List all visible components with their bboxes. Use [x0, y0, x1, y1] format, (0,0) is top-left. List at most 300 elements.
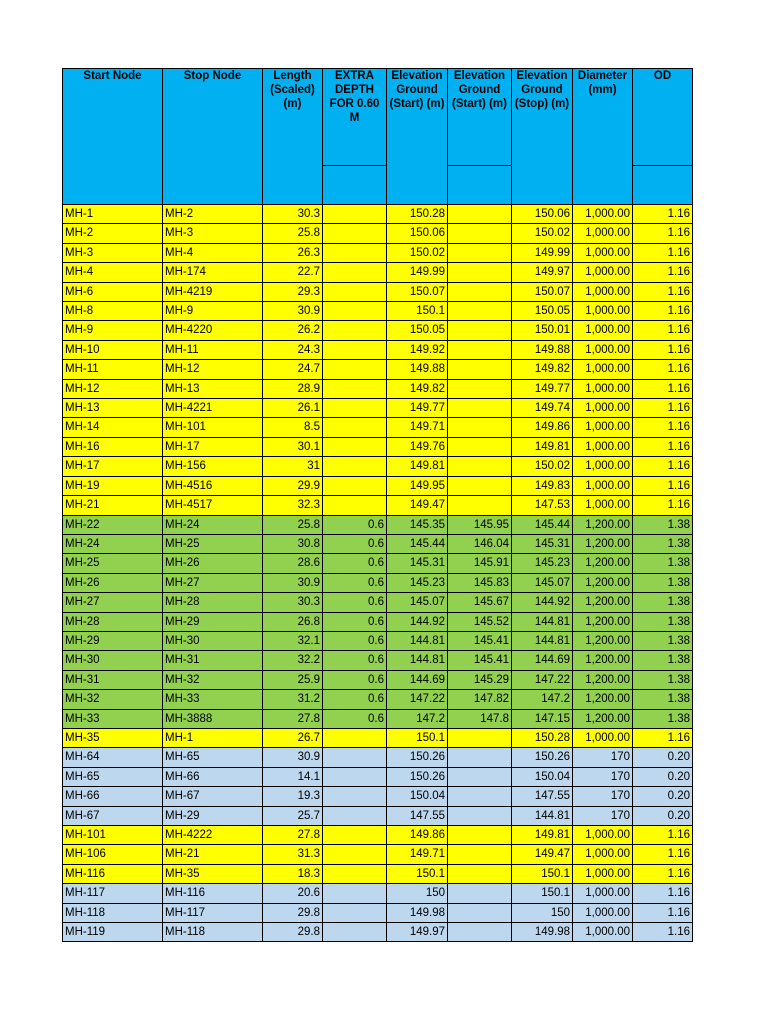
length-cell: 24.3	[263, 340, 323, 359]
od-cell: 1.16	[633, 379, 693, 398]
elevation-stop-cell: 150	[512, 903, 573, 922]
od-cell: 1.16	[633, 457, 693, 476]
stop-node-cell: MH-116	[163, 884, 263, 903]
table-row	[63, 709, 693, 728]
elevation-stop-cell: 147.55	[512, 787, 573, 806]
extra-depth-cell: 0.6	[323, 651, 387, 670]
table-row	[63, 573, 693, 592]
stop-node-cell: MH-30	[163, 631, 263, 650]
extra-depth-cell	[323, 923, 387, 942]
diameter-cell: 1,200.00	[573, 534, 633, 553]
elevation-stop-cell: 150.06	[512, 205, 573, 224]
header-extra-depth: EXTRA DEPTH FOR 0.60 M	[323, 69, 387, 166]
elevation-stop-cell: 145.44	[512, 515, 573, 534]
elevation-stop-cell: 150.1	[512, 864, 573, 883]
od-cell: 1.38	[633, 631, 693, 650]
elevation-start-cell: 145.31	[387, 554, 448, 573]
table-row	[63, 302, 693, 321]
elevation-stop-cell: 150.02	[512, 224, 573, 243]
elevation-stop-cell: 149.81	[512, 826, 573, 845]
elevation-start-2-cell	[448, 845, 512, 864]
start-node-cell: MH-2	[63, 224, 163, 243]
diameter-cell: 1,000.00	[573, 205, 633, 224]
header-elevation-start-2-sub	[448, 166, 512, 205]
elevation-stop-cell: 145.23	[512, 554, 573, 573]
table-row	[63, 670, 693, 689]
start-node-cell: MH-11	[63, 360, 163, 379]
elevation-start-2-cell	[448, 399, 512, 418]
od-cell: 1.16	[633, 496, 693, 515]
od-cell: 1.16	[633, 224, 693, 243]
od-cell: 0.20	[633, 806, 693, 825]
extra-depth-cell	[323, 806, 387, 825]
elevation-start-cell: 149.86	[387, 826, 448, 845]
table-row	[63, 476, 693, 495]
elevation-start-cell: 145.35	[387, 515, 448, 534]
length-cell: 29.8	[263, 903, 323, 922]
extra-depth-cell	[323, 224, 387, 243]
extra-depth-cell: 0.6	[323, 554, 387, 573]
od-cell: 0.20	[633, 767, 693, 786]
start-node-cell: MH-64	[63, 748, 163, 767]
elevation-stop-cell: 149.98	[512, 923, 573, 942]
table-row	[63, 534, 693, 553]
table-row	[63, 360, 693, 379]
start-node-cell: MH-24	[63, 534, 163, 553]
elevation-start-2-cell	[448, 224, 512, 243]
diameter-cell: 1,000.00	[573, 496, 633, 515]
elevation-start-2-cell	[448, 476, 512, 495]
elevation-start-2-cell	[448, 360, 512, 379]
extra-depth-cell: 0.6	[323, 709, 387, 728]
stop-node-cell: MH-35	[163, 864, 263, 883]
elevation-stop-cell: 150.04	[512, 767, 573, 786]
length-cell: 30.1	[263, 437, 323, 456]
table-row	[63, 554, 693, 573]
stop-node-cell: MH-9	[163, 302, 263, 321]
start-node-cell: MH-30	[63, 651, 163, 670]
table-row	[63, 826, 693, 845]
diameter-cell: 1,000.00	[573, 340, 633, 359]
table-row	[63, 748, 693, 767]
elevation-start-2-cell	[448, 321, 512, 340]
elevation-start-cell: 147.2	[387, 709, 448, 728]
od-cell: 1.16	[633, 302, 693, 321]
diameter-cell: 1,000.00	[573, 728, 633, 747]
stop-node-cell: MH-65	[163, 748, 263, 767]
table-row	[63, 224, 693, 243]
length-cell: 26.8	[263, 612, 323, 631]
header-elevation-start: Elevation Ground (Start) (m)	[387, 69, 448, 205]
stop-node-cell: MH-33	[163, 690, 263, 709]
elevation-start-cell: 149.71	[387, 418, 448, 437]
start-node-cell: MH-10	[63, 340, 163, 359]
elevation-stop-cell: 147.22	[512, 670, 573, 689]
elevation-stop-cell: 150.1	[512, 884, 573, 903]
start-node-cell: MH-13	[63, 399, 163, 418]
stop-node-cell: MH-3888	[163, 709, 263, 728]
table-row	[63, 457, 693, 476]
start-node-cell: MH-3	[63, 243, 163, 262]
od-cell: 1.16	[633, 728, 693, 747]
elevation-start-cell: 150.1	[387, 728, 448, 747]
elevation-stop-cell: 149.99	[512, 243, 573, 262]
extra-depth-cell: 0.6	[323, 690, 387, 709]
extra-depth-cell	[323, 321, 387, 340]
diameter-cell: 1,000.00	[573, 418, 633, 437]
diameter-cell: 170	[573, 748, 633, 767]
start-node-cell: MH-16	[63, 437, 163, 456]
length-cell: 29.8	[263, 923, 323, 942]
start-node-cell: MH-66	[63, 787, 163, 806]
header-extra-depth-sub	[323, 166, 387, 205]
start-node-cell: MH-1	[63, 205, 163, 224]
elevation-start-cell: 149.99	[387, 263, 448, 282]
extra-depth-cell: 0.6	[323, 670, 387, 689]
stop-node-cell: MH-4220	[163, 321, 263, 340]
header-stop-node: Stop Node	[163, 69, 263, 205]
length-cell: 29.3	[263, 282, 323, 301]
length-cell: 25.7	[263, 806, 323, 825]
diameter-cell: 1,200.00	[573, 515, 633, 534]
elevation-start-cell: 150.02	[387, 243, 448, 262]
elevation-start-2-cell: 145.41	[448, 631, 512, 650]
elevation-start-2-cell	[448, 806, 512, 825]
elevation-stop-cell: 149.82	[512, 360, 573, 379]
elevation-start-cell: 144.81	[387, 651, 448, 670]
elevation-stop-cell: 149.97	[512, 263, 573, 282]
extra-depth-cell	[323, 243, 387, 262]
extra-depth-cell	[323, 767, 387, 786]
length-cell: 8.5	[263, 418, 323, 437]
elevation-start-2-cell	[448, 767, 512, 786]
start-node-cell: MH-26	[63, 573, 163, 592]
extra-depth-cell	[323, 399, 387, 418]
length-cell: 25.8	[263, 224, 323, 243]
stop-node-cell: MH-11	[163, 340, 263, 359]
extra-depth-cell	[323, 205, 387, 224]
elevation-start-cell: 145.07	[387, 593, 448, 612]
elevation-start-cell: 149.97	[387, 923, 448, 942]
stop-node-cell: MH-4516	[163, 476, 263, 495]
start-node-cell: MH-29	[63, 631, 163, 650]
extra-depth-cell	[323, 884, 387, 903]
stop-node-cell: MH-21	[163, 845, 263, 864]
elevation-start-cell: 145.23	[387, 573, 448, 592]
od-cell: 1.16	[633, 437, 693, 456]
table-row	[63, 612, 693, 631]
elevation-start-2-cell	[448, 418, 512, 437]
table-row	[63, 767, 693, 786]
elevation-start-cell: 144.92	[387, 612, 448, 631]
header-start-node: Start Node	[63, 69, 163, 205]
length-cell: 27.8	[263, 826, 323, 845]
table-row	[63, 845, 693, 864]
elevation-start-2-cell	[448, 437, 512, 456]
length-cell: 29.9	[263, 476, 323, 495]
stop-node-cell: MH-28	[163, 593, 263, 612]
od-cell: 1.16	[633, 476, 693, 495]
table-row	[63, 728, 693, 747]
table-row	[63, 243, 693, 262]
table-row	[63, 205, 693, 224]
table-row	[63, 263, 693, 282]
table-row	[63, 282, 693, 301]
start-node-cell: MH-65	[63, 767, 163, 786]
stop-node-cell: MH-4	[163, 243, 263, 262]
diameter-cell: 1,000.00	[573, 476, 633, 495]
elevation-stop-cell: 144.81	[512, 806, 573, 825]
table-row	[63, 321, 693, 340]
elevation-start-cell: 150.1	[387, 302, 448, 321]
start-node-cell: MH-19	[63, 476, 163, 495]
elevation-stop-cell: 144.69	[512, 651, 573, 670]
od-cell: 1.38	[633, 670, 693, 689]
extra-depth-cell: 0.6	[323, 573, 387, 592]
od-cell: 0.20	[633, 787, 693, 806]
stop-node-cell: MH-25	[163, 534, 263, 553]
elevation-start-cell: 149.81	[387, 457, 448, 476]
elevation-stop-cell: 150.01	[512, 321, 573, 340]
start-node-cell: MH-67	[63, 806, 163, 825]
start-node-cell: MH-28	[63, 612, 163, 631]
stop-node-cell: MH-117	[163, 903, 263, 922]
length-cell: 28.9	[263, 379, 323, 398]
stop-node-cell: MH-66	[163, 767, 263, 786]
header-elevation-stop: Elevation Ground (Stop) (m)	[512, 69, 573, 205]
start-node-cell: MH-27	[63, 593, 163, 612]
start-node-cell: MH-117	[63, 884, 163, 903]
stop-node-cell: MH-4222	[163, 826, 263, 845]
header-diameter: Diameter (mm)	[573, 69, 633, 205]
diameter-cell: 1,000.00	[573, 437, 633, 456]
od-cell: 1.38	[633, 593, 693, 612]
diameter-cell: 1,000.00	[573, 826, 633, 845]
diameter-cell: 1,200.00	[573, 651, 633, 670]
elevation-start-2-cell	[448, 282, 512, 301]
start-node-cell: MH-21	[63, 496, 163, 515]
table-row	[63, 787, 693, 806]
elevation-start-2-cell: 145.41	[448, 651, 512, 670]
extra-depth-cell	[323, 302, 387, 321]
stop-node-cell: MH-32	[163, 670, 263, 689]
diameter-cell: 1,000.00	[573, 224, 633, 243]
diameter-cell: 1,200.00	[573, 612, 633, 631]
elevation-start-2-cell: 145.95	[448, 515, 512, 534]
stop-node-cell: MH-118	[163, 923, 263, 942]
stop-node-cell: MH-101	[163, 418, 263, 437]
od-cell: 1.38	[633, 651, 693, 670]
diameter-cell: 1,000.00	[573, 263, 633, 282]
length-cell: 26.2	[263, 321, 323, 340]
od-cell: 1.38	[633, 709, 693, 728]
table-row	[63, 418, 693, 437]
extra-depth-cell	[323, 787, 387, 806]
stop-node-cell: MH-156	[163, 457, 263, 476]
stop-node-cell: MH-24	[163, 515, 263, 534]
elevation-stop-cell: 144.81	[512, 631, 573, 650]
elevation-start-2-cell: 146.04	[448, 534, 512, 553]
start-node-cell: MH-101	[63, 826, 163, 845]
elevation-start-cell: 149.82	[387, 379, 448, 398]
od-cell: 1.16	[633, 864, 693, 883]
length-cell: 19.3	[263, 787, 323, 806]
elevation-start-2-cell	[448, 923, 512, 942]
od-cell: 1.38	[633, 554, 693, 573]
length-cell: 26.7	[263, 728, 323, 747]
elevation-start-cell: 149.92	[387, 340, 448, 359]
length-cell: 27.8	[263, 709, 323, 728]
extra-depth-cell	[323, 903, 387, 922]
elevation-start-2-cell	[448, 302, 512, 321]
start-node-cell: MH-25	[63, 554, 163, 573]
length-cell: 26.1	[263, 399, 323, 418]
stop-node-cell: MH-12	[163, 360, 263, 379]
stop-node-cell: MH-67	[163, 787, 263, 806]
od-cell: 1.16	[633, 903, 693, 922]
extra-depth-cell	[323, 418, 387, 437]
length-cell: 30.9	[263, 748, 323, 767]
table-row	[63, 923, 693, 942]
table-row	[63, 437, 693, 456]
elevation-stop-cell: 145.31	[512, 534, 573, 553]
length-cell: 30.3	[263, 593, 323, 612]
elevation-stop-cell: 150.28	[512, 728, 573, 747]
elevation-start-cell: 150.1	[387, 864, 448, 883]
start-node-cell: MH-33	[63, 709, 163, 728]
table-row	[63, 651, 693, 670]
length-cell: 30.8	[263, 534, 323, 553]
elevation-start-cell: 150.04	[387, 787, 448, 806]
diameter-cell: 1,000.00	[573, 282, 633, 301]
elevation-start-2-cell	[448, 457, 512, 476]
stop-node-cell: MH-13	[163, 379, 263, 398]
start-node-cell: MH-35	[63, 728, 163, 747]
elevation-stop-cell: 150.26	[512, 748, 573, 767]
elevation-start-cell: 149.71	[387, 845, 448, 864]
extra-depth-cell	[323, 496, 387, 515]
start-node-cell: MH-116	[63, 864, 163, 883]
elevation-start-cell: 150.26	[387, 748, 448, 767]
elevation-stop-cell: 150.07	[512, 282, 573, 301]
elevation-start-cell: 145.44	[387, 534, 448, 553]
elevation-start-cell: 150	[387, 884, 448, 903]
od-cell: 1.38	[633, 573, 693, 592]
elevation-start-2-cell: 145.52	[448, 612, 512, 631]
od-cell: 1.16	[633, 923, 693, 942]
length-cell: 26.3	[263, 243, 323, 262]
table-row	[63, 593, 693, 612]
extra-depth-cell	[323, 340, 387, 359]
elevation-start-2-cell	[448, 263, 512, 282]
od-cell: 1.16	[633, 418, 693, 437]
elevation-start-2-cell	[448, 903, 512, 922]
elevation-start-2-cell: 145.83	[448, 573, 512, 592]
start-node-cell: MH-118	[63, 903, 163, 922]
table-row	[63, 631, 693, 650]
od-cell: 0.20	[633, 748, 693, 767]
table-row	[63, 903, 693, 922]
elevation-stop-cell: 147.15	[512, 709, 573, 728]
extra-depth-cell	[323, 263, 387, 282]
od-cell: 1.16	[633, 205, 693, 224]
elevation-start-2-cell	[448, 205, 512, 224]
elevation-stop-cell: 150.05	[512, 302, 573, 321]
diameter-cell: 1,000.00	[573, 243, 633, 262]
length-cell: 31.2	[263, 690, 323, 709]
elevation-start-2-cell	[448, 884, 512, 903]
length-cell: 30.9	[263, 302, 323, 321]
length-cell: 28.6	[263, 554, 323, 573]
table-row	[63, 864, 693, 883]
start-node-cell: MH-32	[63, 690, 163, 709]
od-cell: 1.16	[633, 243, 693, 262]
diameter-cell: 1,200.00	[573, 593, 633, 612]
start-node-cell: MH-14	[63, 418, 163, 437]
table-row	[63, 690, 693, 709]
start-node-cell: MH-119	[63, 923, 163, 942]
extra-depth-cell	[323, 826, 387, 845]
stop-node-cell: MH-4517	[163, 496, 263, 515]
diameter-cell: 170	[573, 806, 633, 825]
diameter-cell: 1,200.00	[573, 573, 633, 592]
header-length: Length (Scaled) (m)	[263, 69, 323, 205]
table-row	[63, 884, 693, 903]
elevation-start-2-cell	[448, 243, 512, 262]
table-row	[63, 340, 693, 359]
start-node-cell: MH-106	[63, 845, 163, 864]
diameter-cell: 1,000.00	[573, 457, 633, 476]
elevation-start-cell: 150.26	[387, 767, 448, 786]
start-node-cell: MH-12	[63, 379, 163, 398]
stop-node-cell: MH-3	[163, 224, 263, 243]
diameter-cell: 1,200.00	[573, 554, 633, 573]
od-cell: 1.16	[633, 884, 693, 903]
elevation-start-cell: 149.88	[387, 360, 448, 379]
od-cell: 1.38	[633, 515, 693, 534]
elevation-start-cell: 149.77	[387, 399, 448, 418]
extra-depth-cell	[323, 360, 387, 379]
elevation-stop-cell: 144.81	[512, 612, 573, 631]
diameter-cell: 1,200.00	[573, 690, 633, 709]
elevation-start-2-cell	[448, 826, 512, 845]
extra-depth-cell: 0.6	[323, 631, 387, 650]
start-node-cell: MH-17	[63, 457, 163, 476]
elevation-start-2-cell: 147.82	[448, 690, 512, 709]
od-cell: 1.16	[633, 321, 693, 340]
od-cell: 1.16	[633, 263, 693, 282]
stop-node-cell: MH-31	[163, 651, 263, 670]
start-node-cell: MH-6	[63, 282, 163, 301]
table-body	[63, 205, 693, 942]
start-node-cell: MH-9	[63, 321, 163, 340]
stop-node-cell: MH-1	[163, 728, 263, 747]
diameter-cell: 1,200.00	[573, 709, 633, 728]
diameter-cell: 1,000.00	[573, 903, 633, 922]
length-cell: 31.3	[263, 845, 323, 864]
stop-node-cell: MH-4219	[163, 282, 263, 301]
start-node-cell: MH-4	[63, 263, 163, 282]
pipe-schedule-table	[62, 68, 693, 942]
length-cell: 30.3	[263, 205, 323, 224]
elevation-stop-cell: 145.07	[512, 573, 573, 592]
od-cell: 1.16	[633, 282, 693, 301]
elevation-stop-cell: 149.88	[512, 340, 573, 359]
length-cell: 32.2	[263, 651, 323, 670]
diameter-cell: 1,000.00	[573, 379, 633, 398]
table-row	[63, 379, 693, 398]
od-cell: 1.38	[633, 612, 693, 631]
